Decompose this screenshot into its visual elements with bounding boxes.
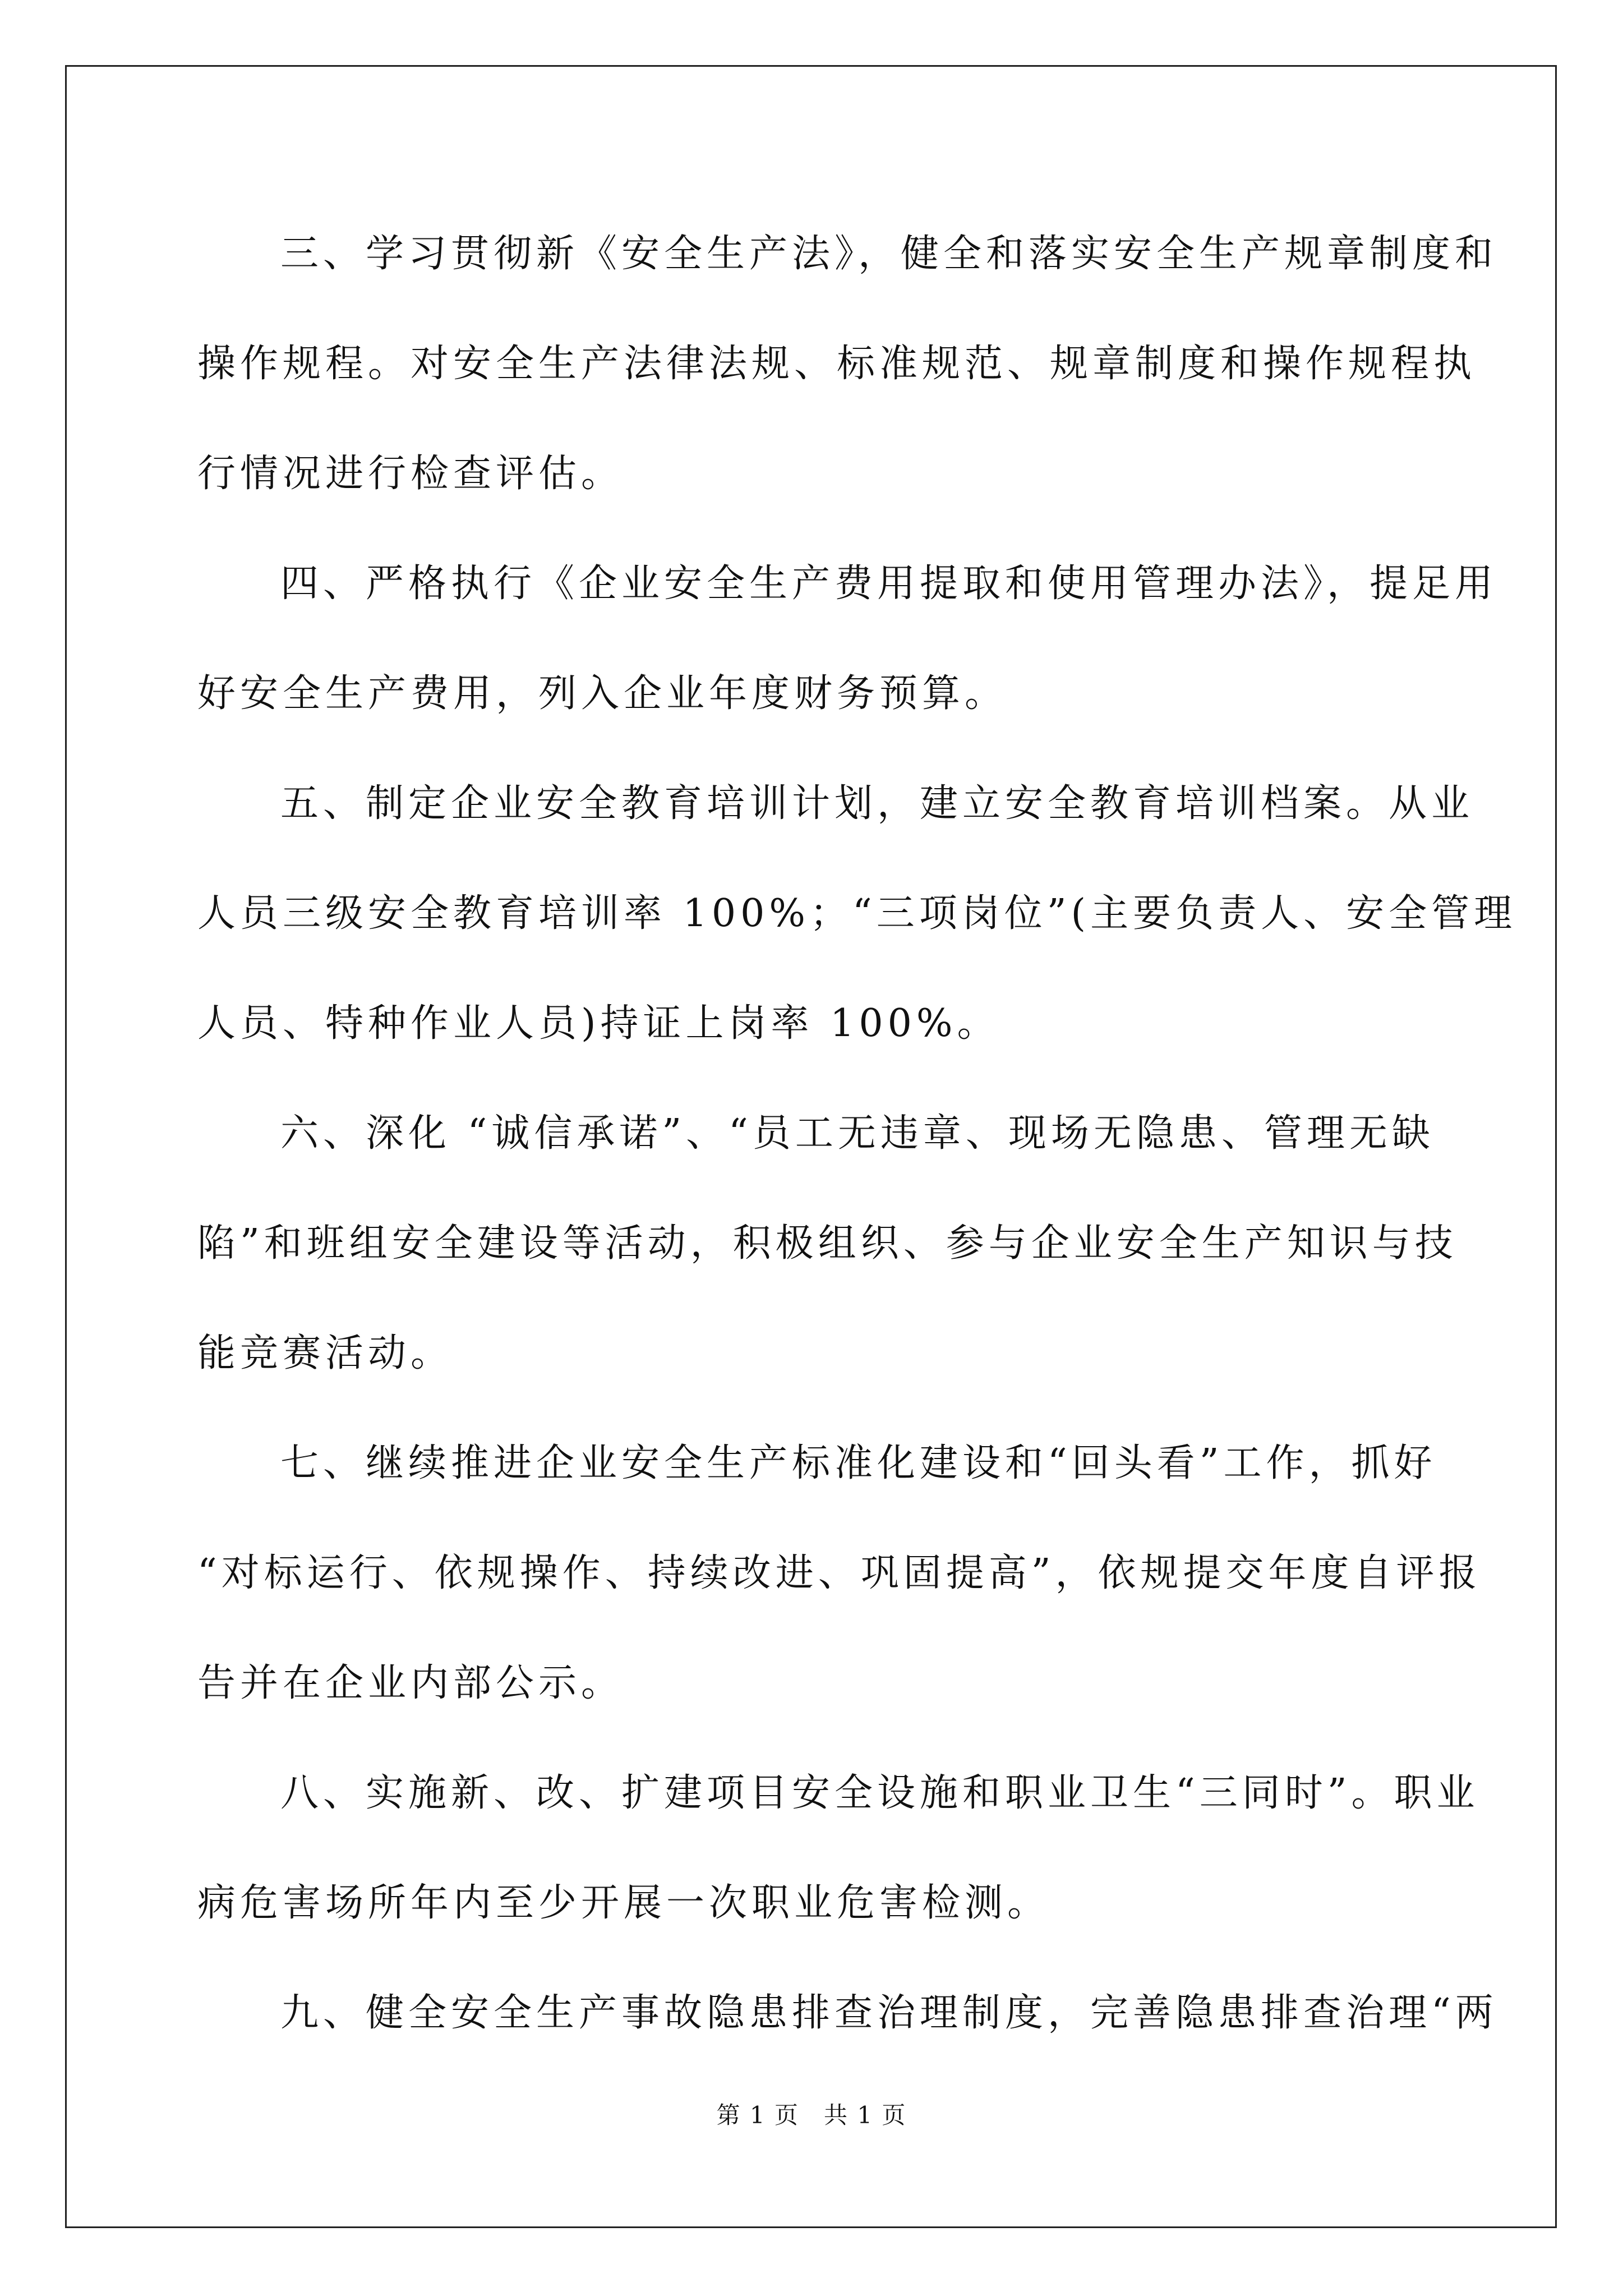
paragraph-7-line-1: 七、继续推进企业安全生产标准化建设和“回头看”工作，抓好: [280, 1441, 1437, 1485]
paragraph-8-line-1: 八、实施新、改、扩建项目安全设施和职业卫生“三同时”。职业: [280, 1771, 1479, 1815]
paragraph-3-line-2: 操作规程。对安全生产法律法规、标准规范、规章制度和操作规程执: [197, 342, 1477, 386]
page-footer: 第 1 页 共 1 页: [716, 2101, 907, 2129]
paragraph-5-line-1: 五、制定企业安全教育培训计划，建立安全教育培训档案。从业: [280, 781, 1474, 826]
paragraph-4-line-1: 四、严格执行《企业安全生产费用提取和使用管理办法》，提足用: [280, 562, 1498, 606]
paragraph-7-line-2: “对标运行、依规操作、持续改进、巩固提高”，依规提交年度自评报: [197, 1551, 1482, 1595]
paragraph-5-line-2: 人员三级安全教育培训率 100%；“三项岗位”(主要负责人、安全管理: [197, 891, 1517, 936]
document-body: [197, 212, 1517, 2081]
paragraph-5-line-3: 人员、特种作业人员)持证上岗率 100%。: [197, 1001, 1000, 1046]
paragraph-6-line-2: 陷”和班组安全建设等活动，积极组织、参与企业安全生产知识与技: [197, 1221, 1458, 1266]
paragraph-7-line-3: 告并在企业内部公示。: [197, 1661, 624, 1705]
paragraph-6-line-1: 六、深化 “诚信承诺”、“员工无违章、现场无隐患、管理无缺: [280, 1111, 1435, 1156]
paragraph-4-line-2: 好安全生产费用，列入企业年度财务预算。: [197, 671, 1008, 716]
paragraph-9-line-1: 九、健全安全生产事故隐患排查治理制度，完善隐患排查治理“两: [280, 1991, 1498, 2035]
paragraph-6-line-3: 能竞赛活动。: [197, 1331, 454, 1375]
paragraph-8-line-2: 病危害场所年内至少开展一次职业危害检测。: [197, 1881, 1050, 1925]
paragraph-3-line-3: 行情况进行检查评估。: [197, 452, 624, 496]
paragraph-3-line-1: 三、学习贯彻新《安全生产法》，健全和落实安全生产规章制度和: [280, 232, 1498, 276]
